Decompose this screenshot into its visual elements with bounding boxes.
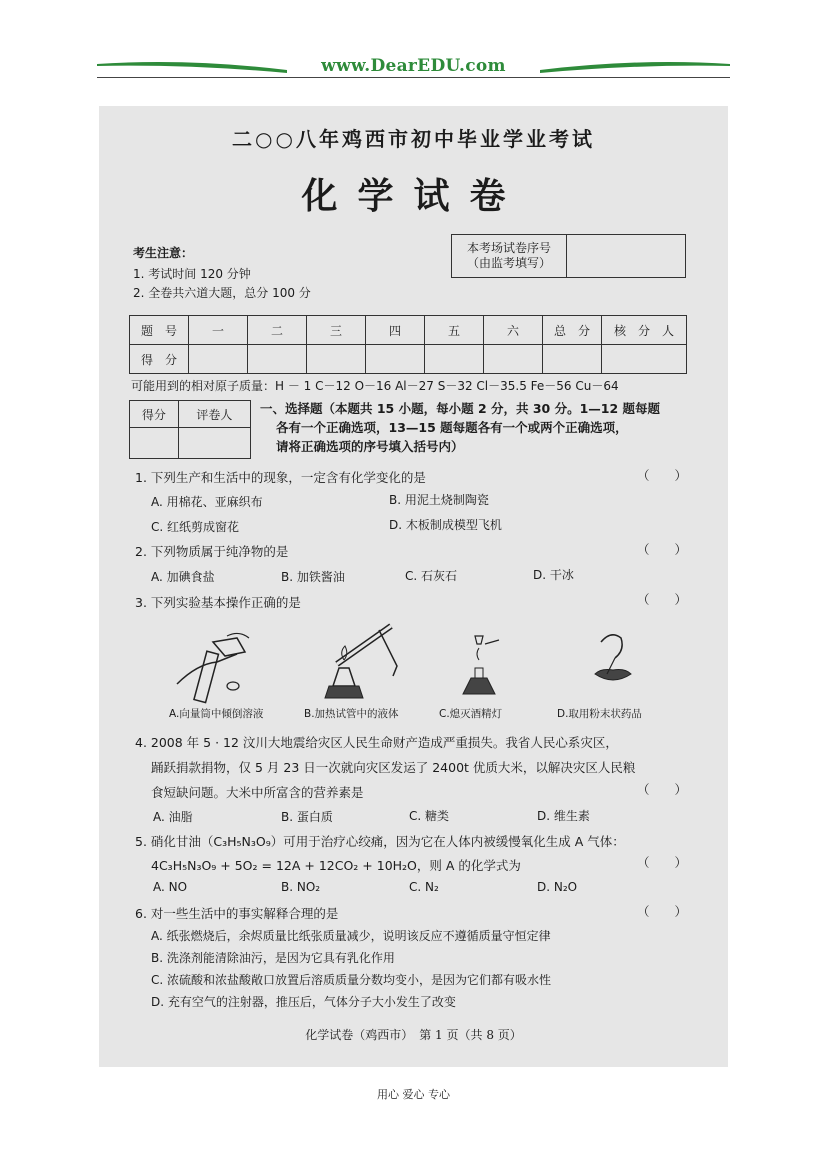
answer-paren[interactable]: （ ）	[637, 468, 688, 483]
banner-rule	[97, 77, 730, 78]
question-4-line: 食短缺问题。大米中所富含的营养素是	[151, 785, 364, 800]
site-footer: 用心 爱心 专心	[377, 1088, 450, 1101]
score-header-cell: 二	[248, 316, 307, 345]
pour-cylinder-illustration-icon	[167, 624, 257, 704]
question-4-line: 踊跃捐款捐物，仅 5 月 23 日一次就向灾区发运了 2400t 优质大米，以解决灾区人民粮	[151, 760, 636, 775]
score-cell	[189, 345, 248, 374]
q3-option-a: A.向量筒中倾倒溶液	[169, 708, 264, 720]
score-header-row	[130, 316, 687, 345]
q1-option-b: B. 用泥土烧制陶瓷	[389, 493, 489, 507]
section-1-line: 请将正确选项的序号填入括号内）	[276, 439, 464, 454]
exam-page-footer: 化学试卷（鸡西市） 第 1 页（共 8 页）	[305, 1028, 522, 1042]
q6-option-a: A. 纸张燃烧后，余烬质量比纸张质量减少，说明该反应不遵循质量守恒定律	[151, 929, 551, 943]
extinguish-lamp-illustration-icon	[449, 632, 519, 702]
q2-option-a: A. 加碘食盐	[151, 570, 215, 584]
atomic-masses: 可能用到的相对原子质量：H － 1 C－12 O－16 Al－27 S－32 Cl－35.5 Fe－56 Cu－64	[131, 379, 619, 393]
question-4-line: 4. 2008 年 5 · 12 汶川大地震给灾区人民生命财产造成严重损失。我省人民心系灾区，	[135, 735, 618, 750]
notice-item-1: 1. 考试时间 120 分钟	[133, 267, 251, 281]
score-header-cell: 总 分	[543, 316, 602, 345]
exam-title: 二○○八年鸡西市初中毕业学业考试	[232, 127, 595, 151]
score-header-cell: 五	[425, 316, 484, 345]
question-3-stem: 3. 下列实验基本操作正确的是	[135, 595, 301, 610]
score-cell	[366, 345, 425, 374]
grader-score-cell	[130, 428, 179, 459]
grader-table	[129, 400, 251, 459]
sequence-label	[452, 235, 567, 277]
grader-score-label: 得分	[130, 401, 179, 428]
score-header-cell: 四	[366, 316, 425, 345]
score-header-cell: 六	[484, 316, 543, 345]
score-cell	[484, 345, 543, 374]
question-2-stem: 2. 下列物质属于纯净物的是	[135, 544, 289, 559]
grader-name-cell	[178, 428, 250, 459]
question-6-stem: 6. 对一些生活中的事实解释合理的是	[135, 906, 339, 921]
q6-option-d: D. 充有空气的注射器，推压后，气体分子大小发生了改变	[151, 995, 456, 1009]
score-header-cell: 题 号	[130, 316, 189, 345]
q2-option-d: D. 干冰	[533, 568, 574, 582]
score-header-cell: 一	[189, 316, 248, 345]
answer-paren[interactable]: （ ）	[637, 855, 688, 870]
section-1-line: 各有一个正确选项，13—15 题每题各有一个或两个正确选项，	[276, 420, 628, 435]
sequence-label-line1: 本考场试卷序号	[466, 241, 551, 255]
q5-option-d: D. N₂O	[537, 880, 578, 894]
section-1-heading	[260, 399, 700, 456]
q4-option-a: A. 油脂	[153, 810, 193, 824]
q1-option-c: C. 红纸剪成窗花	[151, 520, 240, 534]
scanned-exam-page	[99, 106, 728, 1067]
exam-sequence-box	[451, 234, 686, 278]
q2-option-b: B. 加铁酱油	[281, 570, 345, 584]
score-row-label: 得 分	[130, 345, 189, 374]
q1-option-d: D. 木板制成模型飞机	[389, 518, 502, 532]
site-banner	[97, 52, 730, 82]
question-1-stem: 1. 下列生产和生活中的现象，一定含有化学变化的是	[135, 470, 426, 485]
score-cell	[543, 345, 602, 374]
section-1-line: 一、选择题（本题共 15 小题，每小题 2 分，共 30 分。1—12 题每题	[260, 401, 661, 416]
score-cell	[425, 345, 484, 374]
notice-heading: 考生注意：	[133, 246, 194, 260]
q6-option-c: C. 浓硫酸和浓盐酸敞口放置后溶质质量分数均变小，是因为它们都有吸水性	[151, 973, 552, 987]
question-5-equation: 4C₃H₅N₃O₉ + 5O₂ = 12A + 12CO₂ + 10H₂O，则 A 的化学式为	[151, 858, 521, 873]
answer-paren[interactable]: （ ）	[637, 592, 688, 607]
question-5-line: 5. 硝化甘油（C₃H₅N₃O₉）可用于治疗心绞痛，因为它在人体内被缓慢氧化生成 A 气体：	[135, 834, 625, 849]
grader-name-label: 评卷人	[178, 401, 250, 428]
q6-option-b: B. 洗涤剂能清除油污，是因为它具有乳化作用	[151, 951, 395, 965]
score-value-row	[130, 345, 687, 374]
site-link[interactable]: www.DearEDU.com	[321, 56, 506, 76]
subject-title: 化学试卷	[301, 175, 526, 217]
q4-option-d: D. 维生素	[537, 809, 590, 823]
q1-option-a: A. 用棉花、亚麻织布	[151, 495, 263, 509]
score-cell	[307, 345, 366, 374]
answer-paren[interactable]: （ ）	[637, 904, 688, 919]
sequence-label-line2: （由监考填写）	[466, 256, 551, 270]
q3-option-c: C.熄灭酒精灯	[439, 708, 503, 720]
powder-scoop-illustration-icon	[585, 624, 645, 694]
answer-paren[interactable]: （ ）	[637, 542, 688, 557]
q2-option-c: C. 石灰石	[405, 569, 458, 583]
q4-option-c: C. 糖类	[409, 809, 450, 823]
score-cell	[602, 345, 687, 374]
q3-option-d: D.取用粉末状药品	[557, 708, 642, 720]
score-header-cell: 核 分 人	[602, 316, 687, 345]
q5-option-c: C. N₂	[409, 880, 439, 894]
q5-option-a: A. NO	[153, 880, 188, 894]
q5-option-b: B. NO₂	[281, 880, 321, 894]
heat-tube-illustration-icon	[319, 616, 409, 706]
score-cell	[248, 345, 307, 374]
q4-option-b: B. 蛋白质	[281, 810, 333, 824]
score-header-cell: 三	[307, 316, 366, 345]
score-table	[129, 315, 687, 374]
q3-option-b: B.加热试管中的液体	[304, 708, 399, 720]
notice-item-2: 2. 全卷共六道大题，总分 100 分	[133, 286, 311, 300]
answer-paren[interactable]: （ ）	[637, 782, 688, 797]
